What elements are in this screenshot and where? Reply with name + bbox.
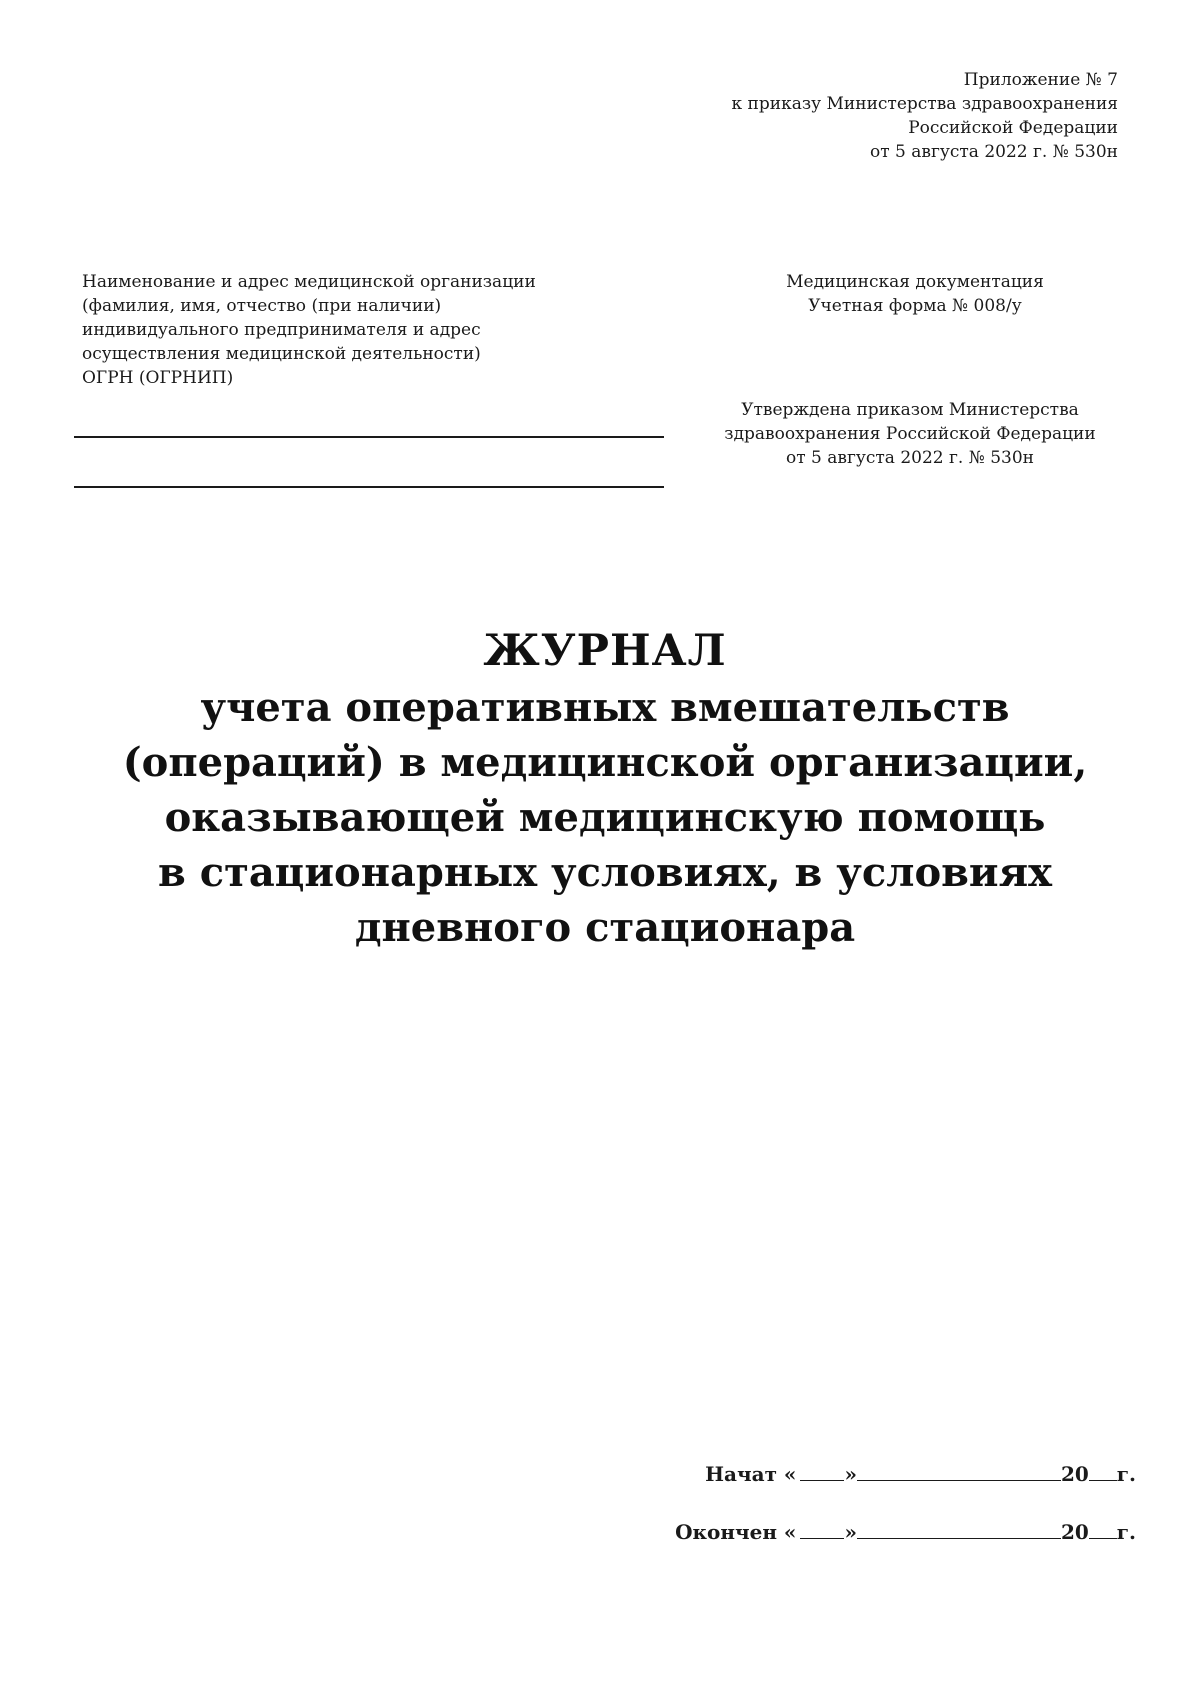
appendix-line-2: к приказу Министерства здравоохранения xyxy=(731,94,1118,114)
approval-line-3: от 5 августа 2022 г. № 530н xyxy=(786,448,1034,468)
started-suffix: г. xyxy=(1116,1462,1136,1486)
ended-month-blank[interactable] xyxy=(857,1520,1061,1539)
started-close-quote: » xyxy=(844,1462,857,1486)
organization-line-2: (фамилия, имя, отчество (при наличии) xyxy=(82,296,442,316)
ended-century: 20 xyxy=(1060,1520,1089,1544)
approval-block xyxy=(700,398,1120,470)
title-line-5: дневного стационара xyxy=(354,904,856,951)
appendix-line-1: Приложение № 7 xyxy=(963,70,1118,90)
approval-line-1: Утверждена приказом Министерства xyxy=(741,400,1079,420)
ended-close-quote: » xyxy=(844,1520,857,1544)
title-line-3: оказывающей медицинскую помощь xyxy=(164,794,1046,841)
title-line-2: (операций) в медицинской организации, xyxy=(122,739,1088,786)
organization-line-5: ОГРН (ОГРНИП) xyxy=(82,368,234,388)
ended-date-row xyxy=(675,1520,1136,1578)
medical-documentation-block xyxy=(745,270,1085,318)
organization-line-1: Наименование и адрес медицинской организации xyxy=(82,272,536,292)
started-day-blank[interactable] xyxy=(800,1462,844,1481)
journal-title xyxy=(60,622,1150,955)
started-date-row xyxy=(675,1462,1136,1520)
started-label: Начат « xyxy=(705,1462,797,1486)
ended-day-blank[interactable] xyxy=(800,1520,844,1539)
appendix-line-3: Российской Федерации xyxy=(908,118,1118,138)
title-line-4: в стационарных условиях, в условиях xyxy=(158,849,1052,896)
started-century: 20 xyxy=(1060,1462,1089,1486)
approval-line-2: здравоохранения Российской Федерации xyxy=(724,424,1096,444)
organization-line-4: осуществления медицинской деятельности) xyxy=(82,344,481,364)
ended-label: Окончен « xyxy=(675,1520,797,1544)
started-month-blank[interactable] xyxy=(857,1462,1061,1481)
organization-line-3: индивидуального предпринимателя и адрес xyxy=(82,320,481,340)
title-line-1: учета оперативных вмешательств xyxy=(200,684,1010,731)
date-fields xyxy=(675,1462,1136,1578)
title-main: ЖУРНАЛ xyxy=(483,626,727,676)
ended-suffix: г. xyxy=(1116,1520,1136,1544)
meddoc-line-1: Медицинская документация xyxy=(786,272,1044,292)
organization-fill-line-2[interactable] xyxy=(74,486,664,488)
meddoc-line-2: Учетная форма № 008/у xyxy=(808,296,1022,316)
organization-fill-line-1[interactable] xyxy=(74,436,664,438)
ended-year-blank[interactable] xyxy=(1089,1520,1117,1539)
organization-block xyxy=(82,270,682,390)
started-year-blank[interactable] xyxy=(1089,1462,1117,1481)
appendix-header xyxy=(732,68,1119,164)
appendix-line-4: от 5 августа 2022 г. № 530н xyxy=(870,142,1118,162)
